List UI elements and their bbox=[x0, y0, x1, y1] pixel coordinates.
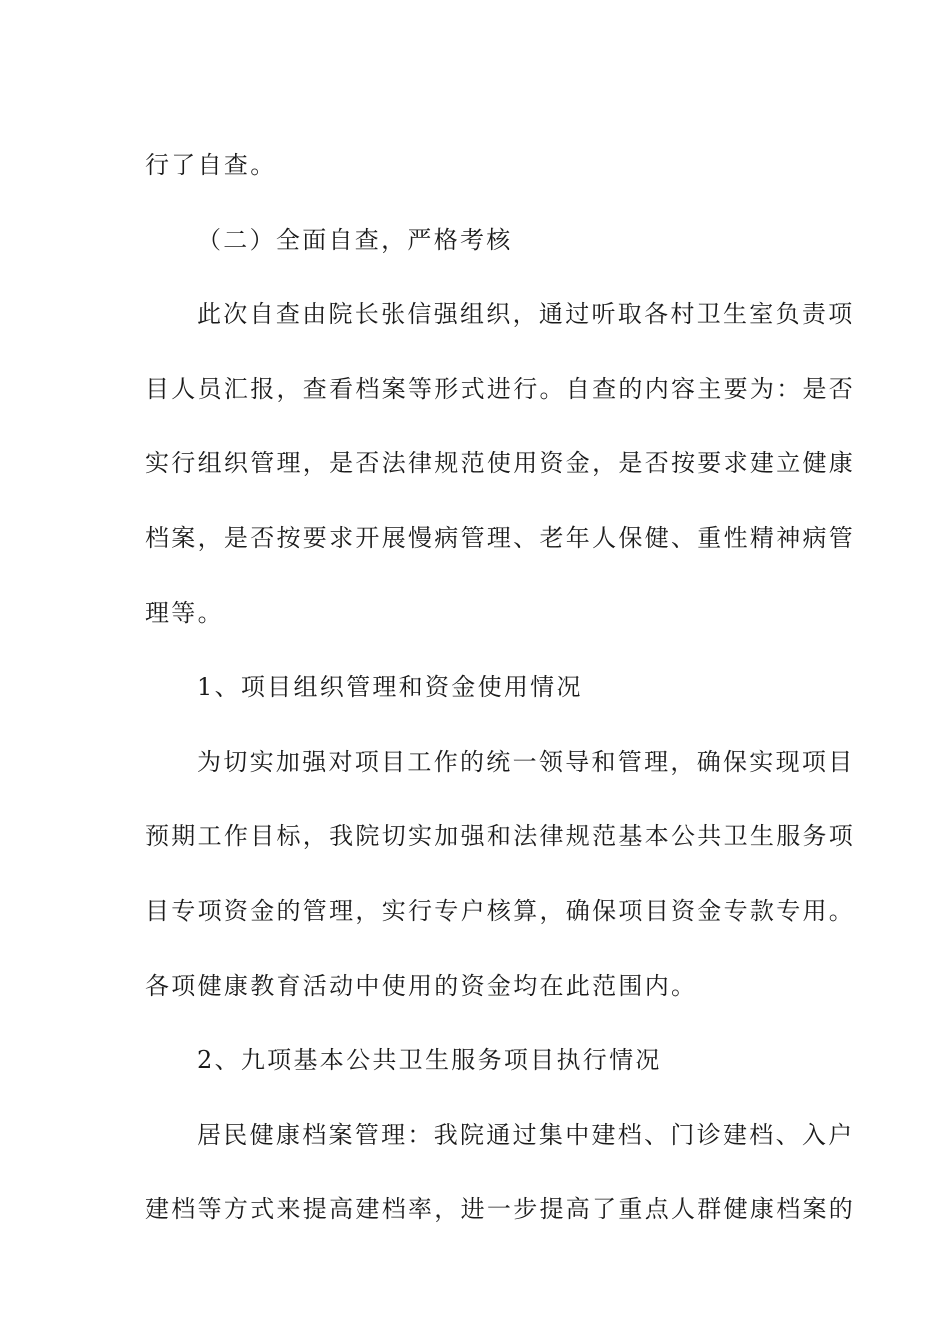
text-line: （二）全面自查，严格考核 bbox=[197, 225, 513, 254]
text-line: 目专项资金的管理，实行专户核算，确保项目资金专款专用。 bbox=[145, 896, 856, 925]
paragraph bbox=[145, 203, 807, 278]
text-line: 行了自查。 bbox=[145, 151, 277, 179]
text-line: 建档等方式来提高建档率，进一步提高了重点人群健康档案的 bbox=[145, 1195, 856, 1224]
text-line: 1、项目组织管理和资金使用情况 bbox=[197, 673, 583, 702]
paragraph bbox=[145, 128, 807, 203]
text-line: 目人员汇报，查看档案等形式进行。自查的内容主要为：是否 bbox=[145, 374, 856, 403]
text-line: 实行组织管理，是否法律规范使用资金，是否按要求建立健康 bbox=[145, 449, 856, 478]
paragraph bbox=[145, 650, 807, 725]
text-line: 居民健康档案管理：我院通过集中建档、门诊建档、入户 bbox=[197, 1120, 855, 1149]
paragraph bbox=[145, 277, 856, 650]
document-body bbox=[145, 128, 856, 1247]
paragraph bbox=[145, 1023, 807, 1098]
paragraph bbox=[145, 725, 856, 1023]
text-line: 预期工作目标，我院切实加强和法律规范基本公共卫生服务项 bbox=[145, 822, 856, 851]
text-line: 理等。 bbox=[145, 598, 224, 627]
paragraph bbox=[145, 1098, 856, 1247]
text-line: 各项健康教育活动中使用的资金均在此范围内。 bbox=[145, 971, 698, 1000]
text-line: 为切实加强对项目工作的统一领导和管理，确保实现项目 bbox=[197, 747, 855, 776]
text-line: 2、九项基本公共卫生服务项目执行情况 bbox=[197, 1046, 662, 1075]
text-line: 此次自查由院长张信强组织，通过听取各村卫生室负责项 bbox=[197, 300, 855, 329]
text-line: 档案，是否按要求开展慢病管理、老年人保健、重性精神病管 bbox=[145, 523, 856, 552]
